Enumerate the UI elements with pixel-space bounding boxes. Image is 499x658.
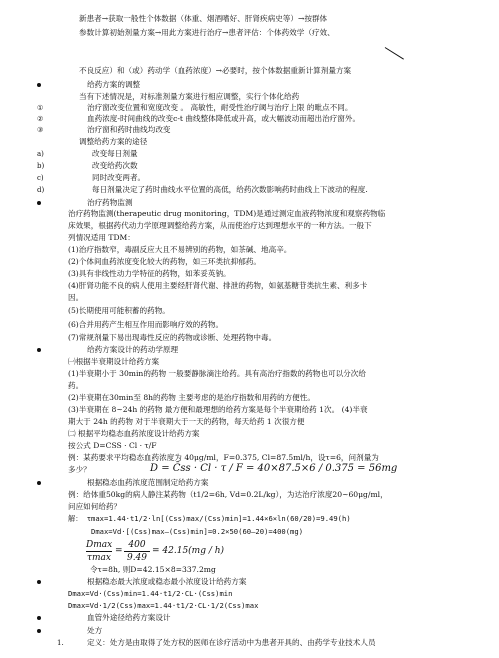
text-line: 定义：处方是由取得了处方权的医师在诊疗活动中为患者开具的、由药学专业技术人员 bbox=[87, 638, 376, 647]
list-marker: d) bbox=[37, 186, 45, 194]
text-line: 当有下述情况是，对标准剂量方案进行相应调整，实行个体化给药 bbox=[79, 92, 300, 101]
text-line: 令τ=8h, 则D=42.15×8=337.2mg bbox=[90, 565, 216, 574]
list-marker: ③ bbox=[37, 126, 44, 134]
text-line: (1)半衰期小于 30min的药物 一般要静脉滴注给药。具有高治疗指数的药物也可以分次给 bbox=[68, 369, 366, 378]
list-item: 同时改变两者。 bbox=[92, 173, 146, 182]
bullet-icon bbox=[37, 580, 41, 584]
text-line: 新患者→获取一般性个体数据（体重、烟酒嗜好、肝肾疾病史等）→按群体 bbox=[79, 14, 328, 23]
list-item: 治疗窗和药时曲线均改变 bbox=[87, 125, 171, 134]
list-item: 血药浓度-时间曲线的改变c-t 曲线整体降低或升高，或大幅波动而超出治疗窗外。 bbox=[87, 114, 361, 123]
rate-numerator: 400 bbox=[128, 540, 146, 550]
text-line: 多少？ bbox=[68, 465, 91, 474]
text-line: 参数计算初始剂量方案→用此方案进行治疗→患者评估：个体药效学（疗效、 bbox=[79, 28, 335, 37]
text-line: 药。 bbox=[68, 381, 84, 390]
text-line: 因。 bbox=[68, 293, 84, 302]
section-heading: 根据稳态最大浓度或稳态最小浓度设计给药方案 bbox=[87, 577, 247, 586]
text-line: 例：给体重50kg的病人静注某药物（t1/2=6h, Vd=0.2L/kg），为达治疗浓度20~60μg/ml， bbox=[68, 490, 388, 499]
text-line: (5)长期使用可能积蓄的药物。 bbox=[68, 306, 170, 315]
fraction-bar bbox=[86, 551, 112, 552]
document-page: 新患者→获取一般性个体数据（体重、烟酒嗜好、肝肾疾病史等）→按群体 参数计算初始剂量方案→用此方案进行治疗→患者评估：个体药效学（疗效、 不良反应）和（或）药动学（血药浓度）→必要时，按个体数据重新计算剂量方案 给药方案的调整 当有下述情况是，对标准剂量方案进行相应调整，实行个体化给药 ① 治疗窗改变位置和宽度改变 。 高敏性，耐受性治疗阈与治疗上限 的毗点不同。 ② 血药浓度-时间曲线的改变c-t 曲线整体降低或升高，或大幅波动而超出治疗窗外。 ③ 治疗窗和药时曲线均改变 调整给药方案的途径 a) 改变每日剂量 b) 改变给药次数 c) 同时改变两者。 d) 每日剂量决定了药时曲线水平位置的高低，给药次数影响药时曲线上下波动的程度. 治疗药物监测 治疗药物监测(therapeutic drug monitoring，TDM)是通过测定血液药物浓度和观察药物临 床效果，根据药代动力学原理调整给药方案，从而使治疗达到理想水平的一种方法。一般下 列情况适用 TDM： (1)治疗指数窄，毒副反应大且不易辨别的药物，如茶碱、地高辛。 (2)个体间血药浓度变化较大的药物，如三环类抗抑郁药。 (3)具有非线性动力学特征的药物，如苯妥英钠。 (4)肝肾功能不良的病人使用主要经肝肾代谢、排泄的药物，如氨基糖苷类抗生素、利多卡 因。 (5)长期使用可能积蓄的药物。 (6)合并用药产生相互作用而影响疗效的药物。 (7)常规剂量下易出现毒性反应的药物或诊断、处理药物中毒。 给药方案设计的药动学原理 ㈠根据半衰期设计给药方案 (1)半衰期小于 30min的药物 一般要静脉滴注给药。具有高治疗指数的药物也可以分次给 药。 (2)半衰期在30min至 8h的药物 主要考虑的是治疗指数和用药的方便性。 (3)半衰期在 8~24h 的药物 最方便和最理想的给药方案是每个半衰期给药 1次。 (4)半衰 期大于 24h 的药物 对于半衰期大于一天的药物，每天给药 1 次很方便 ㈡ 根据平均稳态血药浓度设计给药方案 按公式 D=CSS · Cl · τ/F 例：某药要求平均稳态血药浓度为 40μg/ml，F=0.375, Cl=87.5ml/h，设τ=6，问剂量为 多少？ D = C̄ss · Cl · τ / F = 40×87.5×6 / 0.375 = 56mg 根据稳态血药浓度范围制定给药方案 例：给体重50kg的病人静注某药物（t1/2=6h, Vd=0.2L/kg），为达治疗浓度20~60μg/ml， 问应如何给药？ 解： τmax=1.44·t1/2·ln[(Css)max/(Css)min]=1.44×6×ln(60/20)=9.49(h) Dmax=Vd·[(Css)max—(Css)min]=0.2×50(60—20)=400(mg) Dmax τmax = 400 9.49 = 42.15(mg / h) 令τ=8h, 则D=42.15×8=337.2mg 根据稳态最大浓度或稳态最小浓度设计给药方案 Dmax=Vd·(Css)min=1.44·t1/2·CL·(Css)min Dmax=Vd·1/2(Css)max=1.44·t1/2·CL·1/2(Css)max 血管外途径给药方案设计 处方 1. 定义：处方是由取得了处方权的医师在诊疗活动中为患者开具的、由药学专业技术人员 bbox=[0, 0, 499, 658]
bullet-icon bbox=[37, 629, 41, 633]
list-marker: c) bbox=[37, 174, 44, 182]
list-marker: b) bbox=[37, 162, 45, 170]
rate-result: = 42.15(mg / h) bbox=[152, 546, 225, 556]
text-line: 治疗药物监测(therapeutic drug monitoring，TDM)是通过测定血液药物浓度和观察药物临 bbox=[68, 209, 386, 218]
rate-lhs-fraction bbox=[86, 540, 112, 563]
list-marker: 1. bbox=[57, 639, 64, 647]
text-line: 床效果，根据药代动力学原理调整给药方案，从而使治疗达到理想水平的一种方法。一般下 bbox=[68, 221, 372, 230]
bullet-icon bbox=[37, 348, 41, 352]
list-item: 改变每日剂量 bbox=[92, 149, 138, 158]
text-line: (6)合并用药产生相互作用而影响疗效的药物。 bbox=[68, 320, 224, 329]
rate-lhs-numerator: Dmax bbox=[86, 540, 113, 550]
section-heading: 给药方案的调整 bbox=[87, 80, 141, 89]
list-item: 改变给药次数 bbox=[92, 161, 138, 170]
text-line: 问应如何给药？ bbox=[68, 502, 122, 511]
rate-fraction bbox=[124, 540, 150, 563]
bullet-icon bbox=[37, 616, 41, 620]
section-heading: 治疗药物监测 bbox=[87, 198, 133, 207]
text-line: (7)常规剂量下易出现毒性反应的药物或诊断、处理药物中毒。 bbox=[68, 333, 277, 342]
text-line: (3)半衰期在 8~24h 的药物 最方便和最理想的给药方案是每个半衰期给药 1次。 (4)半衰 bbox=[68, 405, 368, 414]
bullet-icon bbox=[37, 201, 41, 205]
rate-lhs-denominator: τmax bbox=[87, 553, 111, 563]
list-marker: ② bbox=[37, 115, 44, 123]
text-line: (4)肝肾功能不良的病人使用主要经肝肾代谢、排泄的药物，如氨基糖苷类抗生素、利多卡 bbox=[68, 281, 368, 290]
text-line: Dmax=Vd·[(Css)max—(Css)min]=0.2×50(60—20)=400(mg) bbox=[91, 527, 304, 536]
text-line: ㈡ 根据平均稳态血药浓度设计给药方案 bbox=[68, 429, 200, 438]
bullet-icon bbox=[37, 481, 41, 485]
text-line: 期大于 24h 的药物 对于半衰期大于一天的药物，每天给药 1 次很方便 bbox=[68, 417, 305, 426]
dose-formula: D = C̄ss · Cl · τ / F = 40×87.5×6 / 0.375 = 56mg bbox=[150, 463, 398, 474]
section-heading: 血管外途径给药方案设计 bbox=[87, 613, 171, 622]
text-line: 解： τmax=1.44·t1/2·ln[(Css)max/(Css)min]=1.44×6×ln(60/20)=9.49(h) bbox=[68, 514, 351, 523]
text-line: (3)具有非线性动力学特征的药物，如苯妥英钠。 bbox=[68, 269, 231, 278]
list-marker: a) bbox=[37, 150, 44, 158]
section-heading: 给药方案设计的药动学原理 bbox=[87, 345, 179, 354]
flow-arrow bbox=[385, 47, 404, 60]
list-item: 治疗窗改变位置和宽度改变 。 高敏性，耐受性治疗阈与治疗上限 的毗点不同。 bbox=[87, 103, 353, 112]
list-item: 每日剂量决定了药时曲线水平位置的高低，给药次数影响药时曲线上下波动的程度. bbox=[92, 185, 368, 194]
text-line: 不良反应）和（或）药动学（血药浓度）→必要时，按个体数据重新计算剂量方案 bbox=[79, 66, 352, 75]
list-marker: ① bbox=[37, 104, 44, 112]
section-heading: 处方 bbox=[87, 626, 103, 635]
text-line: (2)个体间血药浓度变化较大的药物，如三环类抗抑郁药。 bbox=[68, 257, 262, 266]
text-line: 按公式 D=CSS · Cl · τ/F bbox=[68, 441, 157, 450]
text-line: (1)治疗指数窄，毒副反应大且不易辨别的药物，如茶碱、地高辛。 bbox=[68, 245, 292, 254]
text-line: (2)半衰期在30min至 8h的药物 主要考虑的是治疗指数和用药的方便性。 bbox=[68, 393, 315, 402]
text-line: Dmax=Vd·(Css)min=1.44·t1/2·CL·(Css)min bbox=[68, 589, 233, 598]
bullet-icon bbox=[37, 83, 41, 87]
text-line: 调整给药方案的途径 bbox=[79, 137, 148, 146]
section-heading: 根据稳态血药浓度范围制定给药方案 bbox=[87, 478, 209, 487]
text-line: 列情况适用 TDM： bbox=[68, 233, 135, 242]
text-line: ㈠根据半衰期设计给药方案 bbox=[68, 357, 160, 366]
text-line: Dmax=Vd·1/2(Css)max=1.44·t1/2·CL·1/2(Css)max bbox=[68, 601, 259, 610]
text-line: 例：某药要求平均稳态血药浓度为 40μg/ml，F=0.375, Cl=87.5ml/h，设τ=6，问剂量为 bbox=[68, 453, 379, 462]
rate-denominator: 9.49 bbox=[126, 553, 148, 563]
fraction-bar bbox=[124, 551, 150, 552]
